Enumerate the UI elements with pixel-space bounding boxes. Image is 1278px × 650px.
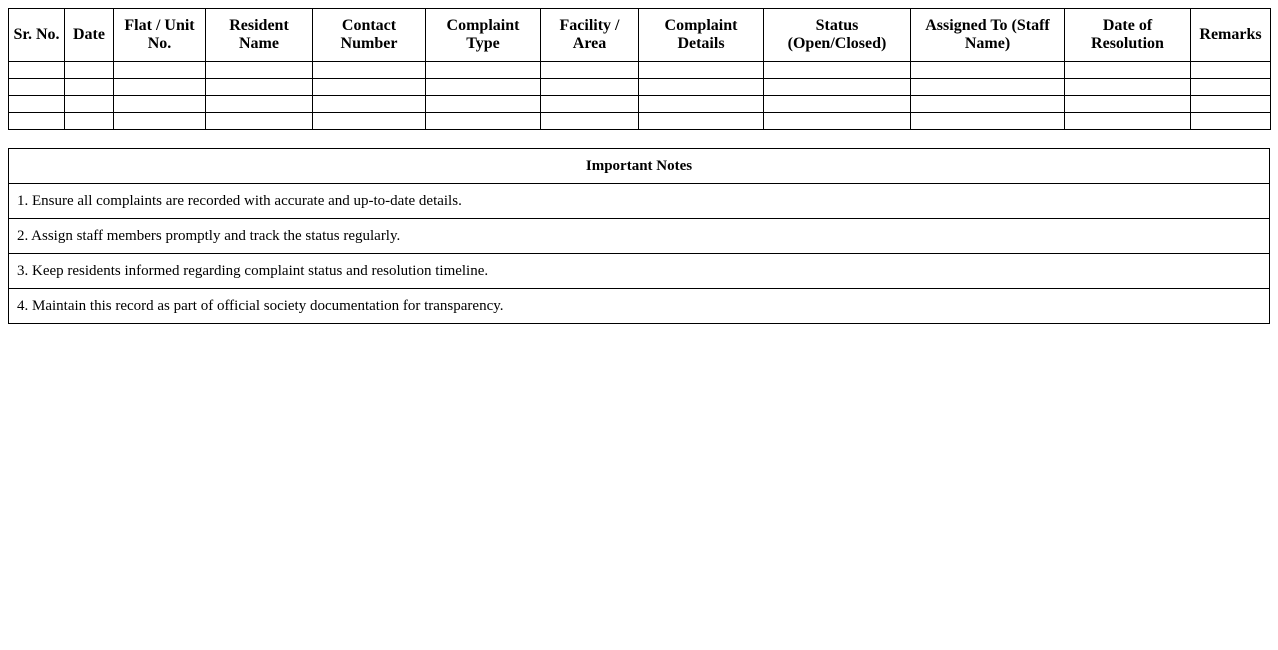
table-cell[interactable] [206,113,313,130]
table-cell[interactable] [764,113,911,130]
table-cell[interactable] [313,113,426,130]
table-cell[interactable] [541,113,639,130]
header-row [9,9,1271,62]
note-item: 3. Keep residents informed regarding complaint status and resolution timeline. [9,254,1270,289]
column-header-remarks: Remarks [1191,9,1271,62]
column-header-sr-no: Sr. No. [9,9,65,62]
note-row [9,289,1270,324]
table-cell[interactable] [114,79,206,96]
note-item: 2. Assign staff members promptly and track the status regularly. [9,219,1270,254]
table-cell[interactable] [541,79,639,96]
table-cell[interactable] [1191,113,1271,130]
column-header-assigned-to: Assigned To (Staff Name) [911,9,1065,62]
notes-title: Important Notes [9,149,1270,184]
table-cell[interactable] [9,62,65,79]
table-cell[interactable] [426,79,541,96]
table-cell[interactable] [541,96,639,113]
column-header-date-of-resolution: Date of Resolution [1065,9,1191,62]
column-header-flat-unit-no: Flat / Unit No. [114,9,206,62]
table-cell[interactable] [639,62,764,79]
column-header-date: Date [65,9,114,62]
table-cell[interactable] [65,113,114,130]
important-notes-table [8,148,1270,324]
table-cell[interactable] [764,79,911,96]
notes-title-row [9,149,1270,184]
table-cell[interactable] [639,79,764,96]
table-cell[interactable] [1065,96,1191,113]
column-header-resident-name: Resident Name [206,9,313,62]
table-cell[interactable] [9,113,65,130]
note-item: 4. Maintain this record as part of official society documentation for transparency. [9,289,1270,324]
table-cell[interactable] [426,62,541,79]
table-cell[interactable] [426,113,541,130]
column-header-status: Status (Open/Closed) [764,9,911,62]
table-cell[interactable] [911,96,1065,113]
table-cell[interactable] [114,96,206,113]
table-cell[interactable] [206,96,313,113]
table-cell[interactable] [9,96,65,113]
table-cell[interactable] [911,62,1065,79]
table-cell[interactable] [114,113,206,130]
table-cell[interactable] [65,79,114,96]
column-header-complaint-details: Complaint Details [639,9,764,62]
table-row [9,62,1271,79]
table-row [9,113,1271,130]
table-cell[interactable] [206,62,313,79]
note-row [9,254,1270,289]
table-cell[interactable] [313,62,426,79]
column-header-complaint-type: Complaint Type [426,9,541,62]
table-cell[interactable] [639,96,764,113]
complaint-register-table [8,8,1271,130]
table-cell[interactable] [639,113,764,130]
column-header-facility-area: Facility / Area [541,9,639,62]
table-cell[interactable] [65,62,114,79]
table-cell[interactable] [911,79,1065,96]
note-row [9,184,1270,219]
table-cell[interactable] [206,79,313,96]
table-cell[interactable] [1065,62,1191,79]
table-cell[interactable] [764,62,911,79]
table-row [9,96,1271,113]
table-row [9,79,1271,96]
table-cell[interactable] [1191,62,1271,79]
table-cell[interactable] [1191,96,1271,113]
note-row [9,219,1270,254]
table-cell[interactable] [911,113,1065,130]
register-body [9,62,1271,130]
table-cell[interactable] [541,62,639,79]
table-cell[interactable] [114,62,206,79]
table-cell[interactable] [313,96,426,113]
table-cell[interactable] [65,96,114,113]
table-cell[interactable] [1191,79,1271,96]
table-cell[interactable] [1065,113,1191,130]
table-cell[interactable] [1065,79,1191,96]
table-cell[interactable] [313,79,426,96]
table-cell[interactable] [426,96,541,113]
column-header-contact-number: Contact Number [313,9,426,62]
note-item: 1. Ensure all complaints are recorded with accurate and up-to-date details. [9,184,1270,219]
table-cell[interactable] [764,96,911,113]
table-cell[interactable] [9,79,65,96]
